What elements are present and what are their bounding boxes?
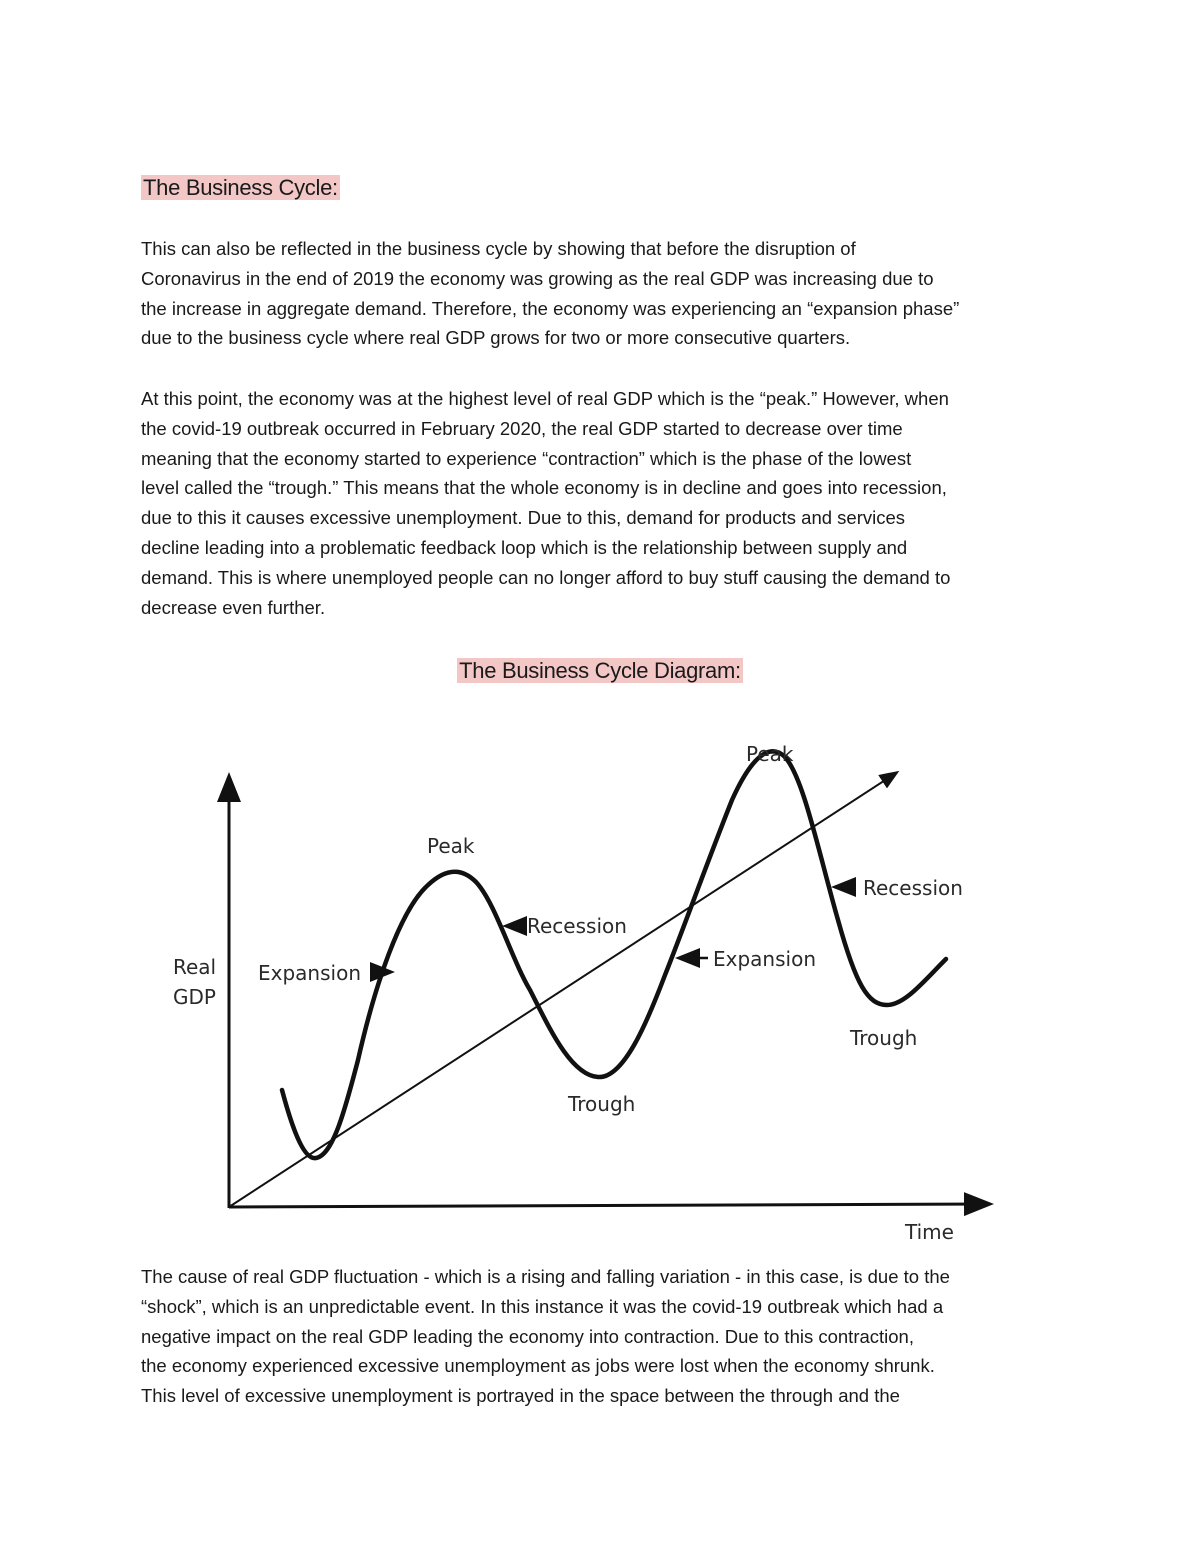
text-line: level called the “trough.” This means that the whole economy is in decline and goes into recession,: [141, 477, 947, 499]
text-line: This can also be reflected in the business cycle by showing that before the disruption of: [141, 238, 856, 259]
expansion-label: Expansion: [713, 947, 816, 971]
text-line: The cause of real GDP fluctuation - which is a rising and falling variation - in this case, is due to the: [141, 1266, 950, 1287]
recession-label: Recession: [863, 876, 963, 900]
trough-label: Trough: [568, 1092, 636, 1116]
text-line: due to this it causes excessive unemployment. Due to this, demand for products and services: [141, 507, 906, 529]
section-heading-text: The Business Cycle:: [143, 175, 338, 200]
section-heading: [141, 174, 340, 202]
expansion-label: Expansion: [258, 961, 361, 985]
text-line: the covid-19 outbreak occurred in February 2020, the real GDP started to decrease over time: [141, 417, 903, 439]
text-line: Coronavirus in the end of 2019 the economy was growing as the real GDP was increasing due to: [141, 267, 934, 289]
text-line: meaning that the economy started to experience “contraction” which is the phase of the lowest: [141, 447, 912, 469]
text-line: due to the business cycle where real GDP grows for two or more consecutive quarters.: [141, 327, 851, 349]
peak-label: Peak: [746, 742, 794, 766]
paragraph-shock: [141, 1262, 1071, 1411]
text-line: decrease even further.: [141, 596, 326, 618]
diagram-heading: [0, 657, 1200, 685]
y-axis-label: Real: [173, 955, 217, 979]
diagram-heading-text: The Business Cycle Diagram:: [459, 658, 741, 683]
text-line: negative impact on the real GDP leading the economy into contraction. Due to this contraction,: [141, 1325, 914, 1347]
trend-line: [229, 773, 896, 1207]
text-line: demand. This is where unemployed people can no longer afford to buy stuff causing the demand to: [141, 566, 951, 588]
paragraph-intro: [141, 234, 1071, 353]
text-line: This level of excessive unemployment is portrayed in the space between the through and the: [141, 1385, 900, 1407]
text-line: the economy experienced excessive unemployment as jobs were lost when the economy shrunk.: [141, 1355, 935, 1377]
text-line: decline leading into a problematic feedback loop which is the relationship between supply and: [141, 536, 908, 558]
trough-label: Trough: [850, 1026, 918, 1050]
text-line: At this point, the economy was at the highest level of real GDP which is the “peak.” However, when: [141, 388, 949, 409]
text-line: the increase in aggregate demand. Therefore, the economy was experiencing an “expansion phase”: [141, 297, 960, 319]
peak-label: Peak: [427, 834, 475, 858]
text-line: “shock”, which is an unpredictable event. In this instance it was the covid-19 outbreak which had a: [141, 1295, 944, 1317]
x-axis-label: Time: [905, 1220, 954, 1244]
business-cycle-diagram: [160, 720, 1020, 1250]
paragraph-contraction: [141, 384, 1071, 622]
x-axis: [229, 1204, 988, 1207]
recession-label: Recession: [527, 914, 627, 938]
y-axis-label: GDP: [173, 985, 216, 1009]
